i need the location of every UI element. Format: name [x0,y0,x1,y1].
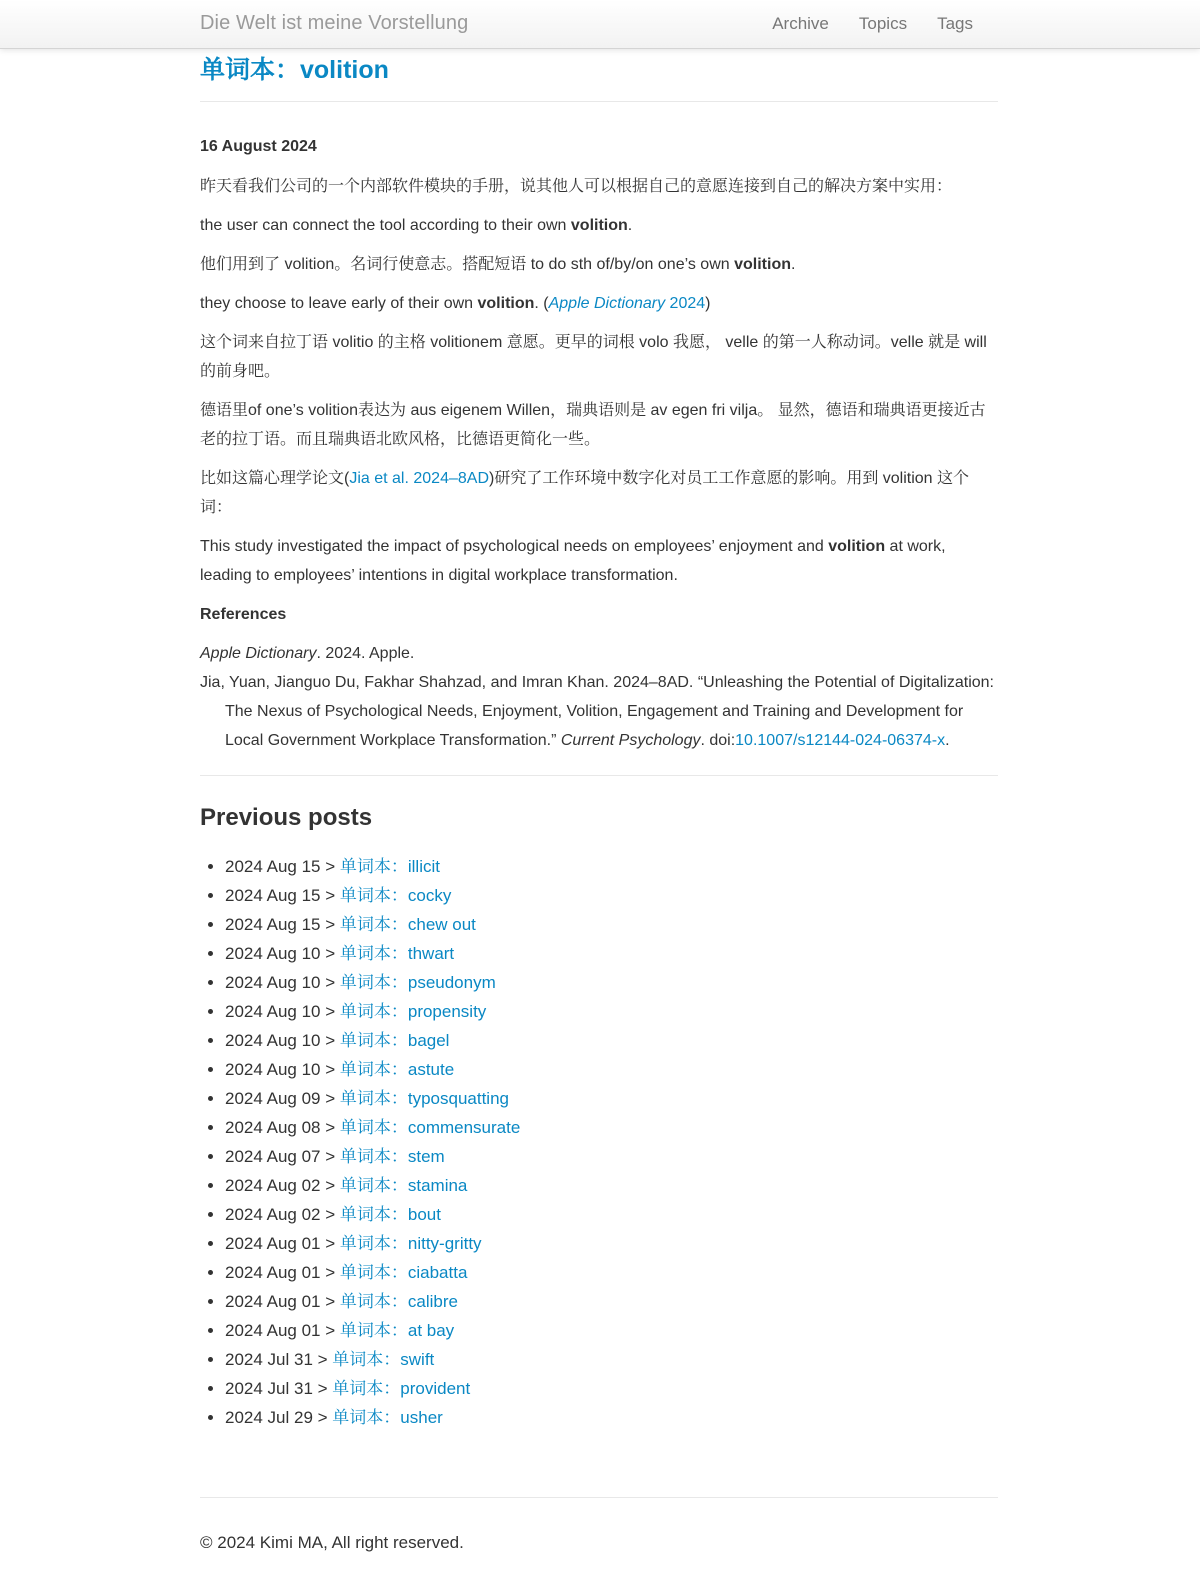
post-date: 2024 Aug 01 > [225,1321,340,1340]
previous-post-link[interactable]: 单词本：stamina [339,1176,468,1195]
previous-post-link[interactable]: 单词本：astute [339,1060,455,1079]
list-item [225,1113,998,1142]
footer-copyright: © 2024 Kimi MA, All right reserved. [200,1533,464,1552]
previous-post-link[interactable]: 单词本：bout [339,1205,441,1224]
previous-post-link[interactable]: 单词本：propensity [339,1002,487,1021]
text: . ( [534,295,549,312]
list-item [225,968,998,997]
post-date: 2024 Aug 01 > [225,1263,340,1282]
previous-post-link[interactable]: 单词本：usher [332,1408,443,1427]
text: )研究了工作环境中数字化对员工工作意愿的影响。用到 volition 这个词： [200,470,970,516]
citation-year: 2024 [665,295,706,312]
bold-term: volition [570,217,628,234]
post-date: 2024 Aug 02 > [225,1205,340,1224]
list-item [225,1171,998,1200]
list-item [225,1287,998,1316]
paragraph-2 [200,211,998,240]
post-date: 2024 Aug 01 > [225,1234,340,1253]
nav-tags-link[interactable]: Tags [937,14,973,33]
post-date: 2024 Jul 31 > [225,1379,333,1398]
paragraph-1: 昨天看我们公司的一个内部软件模块的手册，说其他人可以根据自己的意愿连接到自己的解决方案中实用： [200,178,953,195]
ref-journal: Current Psychology [560,732,701,749]
list-item [225,1345,998,1374]
text: . [791,256,796,273]
text: This study investigated the impact of psychological needs on employees’ enjoyment and [200,538,829,555]
previous-post-link[interactable]: 单词本：nitty-gritty [339,1234,482,1253]
post-title: 单词本：volition [200,53,998,102]
list-item [225,910,998,939]
bold-term: volition [734,256,791,273]
text: they choose to leave early of their own [200,295,478,312]
text: Jia, Yuan, Jianguo Du, Fakhar Shahzad, and Imran Khan. 2024–8AD. “Unleashing the Potential of Digitalization: The Nexus of Psychological Needs, Enjoyment, Volition, Engagement and Training and Development for Local Government Workplace Transformation.” [200,674,994,749]
post-date: 2024 Aug 08 > [225,1118,340,1137]
paragraph-7 [200,464,998,522]
text: the user can connect the tool according to their own [200,217,571,234]
citation-apple-dictionary-link[interactable] [549,295,706,312]
previous-post-link[interactable]: 单词本：ciabatta [339,1263,468,1282]
nav-archive-link[interactable]: Archive [772,14,829,33]
previous-post-link[interactable]: 单词本：provident [332,1379,471,1398]
nav-topics-link[interactable]: Topics [858,14,908,33]
paragraph-5: 这个词来自拉丁语 volitio 的主格 volitionem 意愿。更早的词根 volo 我愿， velle 的第一人称动词。velle 就是 will 的前身吧。 [200,334,987,380]
post-date: 2024 Aug 10 > [225,1060,340,1079]
post-date: 2024 Aug 10 > [225,1002,340,1021]
text: . 2024. Apple. [316,645,415,662]
reference-item [200,668,998,755]
previous-posts-list [225,852,998,1432]
post-date: 2024 Aug 15 > [225,886,340,905]
text: . doi: [700,732,736,749]
list-item [225,1403,998,1432]
post-content [200,172,998,755]
paragraph-3 [200,250,998,279]
post-date: 2024 Aug 01 > [225,1292,340,1311]
post-date: 2024 Aug 10 > [225,1031,340,1050]
list-item [225,881,998,910]
references-section [200,600,998,755]
post-date: 2024 Aug 02 > [225,1176,340,1195]
previous-post-link[interactable]: 单词本：commensurate [339,1118,521,1137]
nav-links [742,14,973,34]
text: 他们用到了 volition。名词行使意志。搭配短语 to do sth of/by/on one’s own [200,256,735,273]
post-date: 2024 Aug 07 > [225,1147,340,1166]
post-date: 2024 Aug 09 > [225,1089,340,1108]
post-date: 16 August 2024 [200,138,317,155]
previous-post-link[interactable]: 单词本：thwart [339,944,455,963]
text: ) [705,295,711,312]
paragraph-4 [200,289,998,318]
previous-post-link[interactable]: 单词本：chew out [339,915,476,934]
previous-post-link[interactable]: 单词本：at bay [339,1321,455,1340]
post-date: 2024 Aug 10 > [225,973,340,992]
bold-term: volition [828,538,886,555]
post-date: 2024 Aug 10 > [225,944,340,963]
list-item [225,852,998,881]
site-brand-link[interactable]: Die Welt ist meine Vorstellung [200,12,469,34]
previous-post-link[interactable]: 单词本：bagel [339,1031,450,1050]
list-item [225,1229,998,1258]
bold-term: volition [477,295,535,312]
post-date: 2024 Jul 29 > [225,1408,333,1427]
list-item [225,1142,998,1171]
citation-jia-link[interactable]: Jia et al. 2024–8AD [349,470,489,487]
references-title: References [200,606,287,623]
text: at work, leading to employees’ intentions in digital workplace transformation. [200,538,946,584]
post-date: 2024 Aug 15 > [225,915,340,934]
previous-post-link[interactable]: 单词本：cocky [339,886,452,905]
doi-link[interactable]: 10.1007/s12144-024-06374-x [735,732,946,749]
top-navbar [0,0,1200,49]
previous-post-link[interactable]: 单词本：pseudonym [339,973,496,992]
paragraph-6: 德语里of one’s volition表达为 aus eigenem Willen，瑞典语则是 av egen fri vilja。 显然，德语和瑞典语更接近古老的拉丁语。而且瑞典语北欧风格，比德语更简化一些。 [200,402,986,448]
list-item [225,1200,998,1229]
text: . [627,217,633,234]
divider [200,775,998,776]
list-item [225,1374,998,1403]
main-container [200,49,998,1432]
footer-divider [200,1497,998,1498]
list-item [225,1055,998,1084]
list-item [225,1084,998,1113]
post-date: 2024 Aug 15 > [225,857,340,876]
list-item [225,1316,998,1345]
list-item [225,997,998,1026]
previous-post-link[interactable]: 单词本：illicit [339,857,440,876]
previous-post-link[interactable]: 单词本：calibre [339,1292,458,1311]
citation-title: Apple Dictionary [548,295,666,312]
ref-title: Apple Dictionary [200,645,317,662]
post-date: 2024 Jul 31 > [225,1350,333,1369]
text: 比如这篇心理学论文( [200,470,350,487]
previous-post-link[interactable]: 单词本：swift [332,1350,435,1369]
list-item [225,1258,998,1287]
text: . [945,732,950,749]
reference-item [200,639,998,668]
paragraph-8 [200,532,998,590]
previous-posts-title: Previous posts [200,804,373,831]
previous-post-link[interactable]: 单词本：stem [339,1147,445,1166]
list-item [225,939,998,968]
list-item [225,1026,998,1055]
previous-post-link[interactable]: 单词本：typosquatting [339,1089,509,1108]
